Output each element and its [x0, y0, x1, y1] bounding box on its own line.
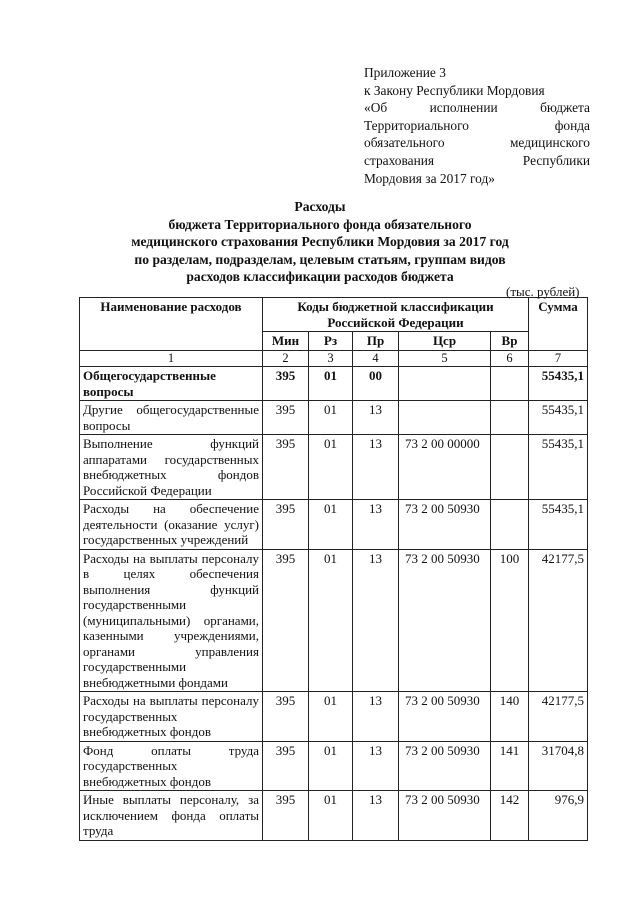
document-title: [70, 198, 570, 286]
code-min: 395: [263, 435, 309, 500]
unit-label: (тыс. рублей): [506, 284, 580, 299]
code-rz: 01: [309, 791, 353, 841]
code-rz: 01: [309, 549, 353, 692]
title-line: бюджета Территориального фонда обязательного: [168, 216, 472, 232]
expense-sum: 976,9: [529, 791, 588, 841]
code-vr: 141: [491, 741, 529, 791]
header-sum: Сумма: [529, 298, 588, 351]
title-line: по разделам, подразделам, целевым статьям, группам видов: [134, 251, 506, 267]
code-vr: [491, 401, 529, 435]
column-number: 3: [309, 350, 353, 367]
expense-name: Расходы на выплаты персоналу в целях обеспечения выполнения функций государственными (муниципальными) органами, казенными учреждениями, органами управления государственными внебюджетными фондами: [80, 549, 263, 692]
code-pr: 13: [353, 741, 399, 791]
column-number: 6: [491, 350, 529, 367]
code-pr: 13: [353, 500, 399, 550]
code-min: 395: [263, 741, 309, 791]
code-csr: 73 2 00 50930: [399, 500, 491, 550]
table-row: [80, 549, 588, 692]
column-number: 1: [80, 350, 263, 367]
code-min: 395: [263, 692, 309, 742]
title-line: медицинского страхования Республики Мордовия за 2017 год: [131, 234, 509, 250]
code-min: 395: [263, 791, 309, 841]
appendix-note: [364, 64, 590, 187]
appendix-line: к Закону Республики Мордовия: [364, 82, 545, 98]
expenses-table: [79, 297, 588, 841]
code-pr: 13: [353, 401, 399, 435]
code-pr: 13: [353, 791, 399, 841]
expense-sum: 55435,1: [529, 367, 588, 401]
code-csr: 73 2 00 50930: [399, 791, 491, 841]
appendix-line: обязательного медицинского: [364, 135, 590, 151]
table-row: [80, 435, 588, 500]
code-csr: [399, 367, 491, 401]
expense-sum: 55435,1: [529, 500, 588, 550]
expense-name: Расходы на выплаты персоналу государственных внебюджетных фондов: [80, 692, 263, 742]
expense-sum: 55435,1: [529, 435, 588, 500]
table-row: [80, 500, 588, 550]
table-row: [80, 692, 588, 742]
code-pr: 13: [353, 549, 399, 692]
code-rz: 01: [309, 692, 353, 742]
column-number: 7: [529, 350, 588, 367]
header-min: Мин: [263, 332, 309, 351]
header-codes: Коды бюджетной классификации Российской Федерации: [263, 298, 529, 332]
code-csr: 73 2 00 00000: [399, 435, 491, 500]
appendix-line: Территориального фонда: [364, 117, 590, 133]
code-vr: 142: [491, 791, 529, 841]
code-min: 395: [263, 500, 309, 550]
code-rz: 01: [309, 367, 353, 401]
expense-sum: 42177,5: [529, 692, 588, 742]
code-vr: [491, 435, 529, 500]
code-csr: 73 2 00 50930: [399, 741, 491, 791]
code-vr: [491, 500, 529, 550]
expense-name: Расходы на обеспечение деятельности (оказание услуг) государственных учреждений: [80, 500, 263, 550]
header-pr: Пр: [353, 332, 399, 351]
expense-name: Другие общегосударственные вопросы: [80, 401, 263, 435]
appendix-line: Мордовия за 2017 год»: [364, 170, 495, 186]
expense-sum: 42177,5: [529, 549, 588, 692]
code-min: 395: [263, 401, 309, 435]
code-rz: 01: [309, 500, 353, 550]
header-rz: Рз: [309, 332, 353, 351]
header-csr: Цср: [399, 332, 491, 351]
code-rz: 01: [309, 741, 353, 791]
expense-name: Выполнение функций аппаратами государственных внебюджетных фондов Российской Федерации: [80, 435, 263, 500]
column-number: 4: [353, 350, 399, 367]
expense-name: Иные выплаты персоналу, за исключением фонда оплаты труда: [80, 791, 263, 841]
column-number: 2: [263, 350, 309, 367]
expense-name: Фонд оплаты труда государственных внебюджетных фондов: [80, 741, 263, 791]
appendix-line: Приложение 3: [364, 65, 446, 80]
code-min: 395: [263, 549, 309, 692]
code-vr: 140: [491, 692, 529, 742]
code-csr: 73 2 00 50930: [399, 549, 491, 692]
code-csr: [399, 401, 491, 435]
column-number-row: [80, 350, 588, 367]
expense-name: Общегосударственные вопросы: [80, 367, 263, 401]
appendix-line: страхования Республики: [364, 152, 590, 168]
code-vr: 100: [491, 549, 529, 692]
table-row: [80, 741, 588, 791]
column-number: 5: [399, 350, 491, 367]
table-row: [80, 401, 588, 435]
code-csr: 73 2 00 50930: [399, 692, 491, 742]
header-name: Наименование расходов: [80, 298, 263, 351]
title-line: Расходы: [294, 199, 346, 214]
appendix-line: «Об исполнении бюджета: [364, 100, 590, 116]
code-pr: 13: [353, 435, 399, 500]
code-pr: 13: [353, 692, 399, 742]
header-vr: Вр: [491, 332, 529, 351]
table-row: [80, 367, 588, 401]
code-rz: 01: [309, 435, 353, 500]
code-vr: [491, 367, 529, 401]
expense-sum: 55435,1: [529, 401, 588, 435]
title-line: расходов классификации расходов бюджета: [186, 269, 454, 285]
header-row: [80, 298, 588, 332]
code-rz: 01: [309, 401, 353, 435]
code-min: 395: [263, 367, 309, 401]
code-pr: 00: [353, 367, 399, 401]
table-row: [80, 791, 588, 841]
expense-sum: 31704,8: [529, 741, 588, 791]
